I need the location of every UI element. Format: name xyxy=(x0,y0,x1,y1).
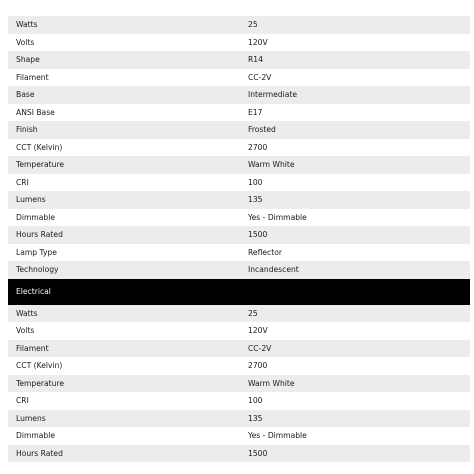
spec-row-lamp-type xyxy=(8,244,470,262)
spec-value: 1500 xyxy=(248,448,268,458)
spec-label: CRI xyxy=(16,396,29,406)
spec-label: Hours Rated xyxy=(16,230,63,240)
electrical-row-watts xyxy=(8,305,470,323)
spec-row-shape xyxy=(8,51,470,69)
spec-label: CCT (Kelvin) xyxy=(16,142,63,152)
spec-label: Lumens xyxy=(16,195,46,205)
spec-row-watts xyxy=(8,16,470,34)
electrical-row-cct xyxy=(8,357,470,375)
spec-value: Frosted xyxy=(248,125,276,135)
spec-row-lumens xyxy=(8,191,470,209)
spec-value: 25 xyxy=(248,20,258,30)
electrical-row-volts xyxy=(8,322,470,340)
electrical-row-filament xyxy=(8,340,470,358)
spec-row-dimmable xyxy=(8,209,470,227)
spec-label: Shape xyxy=(16,55,40,65)
spec-value: Warm White xyxy=(248,160,295,170)
spec-value: CC-2V xyxy=(248,343,272,353)
spec-value: Yes - Dimmable xyxy=(248,431,307,441)
electrical-row-hours-rated xyxy=(8,445,470,463)
spec-row-cri xyxy=(8,174,470,192)
spec-row-hours-rated xyxy=(8,226,470,244)
spec-row-temperature xyxy=(8,156,470,174)
spec-label: Temperature xyxy=(16,160,65,170)
spec-value: 100 xyxy=(248,396,263,406)
spec-label: Finish xyxy=(16,125,38,135)
spec-value: 135 xyxy=(248,195,263,205)
spec-label: Filament xyxy=(16,343,49,353)
spec-label: ANSI Base xyxy=(16,107,55,117)
spec-value: R14 xyxy=(248,55,263,65)
spec-value: 135 xyxy=(248,413,263,423)
spec-label: Base xyxy=(16,90,35,100)
spec-label: Lamp Type xyxy=(16,247,57,257)
spec-label: CCT (Kelvin) xyxy=(16,361,63,371)
electrical-row-temperature xyxy=(8,375,470,393)
spec-value: 2700 xyxy=(248,361,268,371)
spec-label: Volts xyxy=(16,37,35,47)
electrical-row-dimmable xyxy=(8,427,470,445)
spec-value: 100 xyxy=(248,177,263,187)
spec-table xyxy=(8,16,470,462)
spec-label: Watts xyxy=(16,20,38,30)
section-header-electrical: Electrical xyxy=(8,279,470,305)
spec-row-filament xyxy=(8,69,470,87)
spec-value: 1500 xyxy=(248,230,268,240)
spec-value: Intermediate xyxy=(248,90,297,100)
spec-row-volts xyxy=(8,34,470,52)
spec-label: Dimmable xyxy=(16,431,56,441)
spec-value: Reflector xyxy=(248,247,282,257)
electrical-row-cri xyxy=(8,392,470,410)
spec-label: Dimmable xyxy=(16,212,56,222)
spec-value: 120V xyxy=(248,326,268,336)
spec-row-finish xyxy=(8,121,470,139)
spec-value: 25 xyxy=(248,308,258,318)
spec-label: Filament xyxy=(16,72,49,82)
spec-row-ansi-base xyxy=(8,104,470,122)
spec-label: Volts xyxy=(16,326,35,336)
spec-value: Yes - Dimmable xyxy=(248,212,307,222)
spec-value: 120V xyxy=(248,37,268,47)
spec-row-cct xyxy=(8,139,470,157)
spec-value: Incandescent xyxy=(248,265,299,275)
spec-value: E17 xyxy=(248,107,263,117)
spec-label: Watts xyxy=(16,308,38,318)
spec-label: Hours Rated xyxy=(16,448,63,458)
spec-label: Lumens xyxy=(16,413,46,423)
spec-value: CC-2V xyxy=(248,72,272,82)
spec-label: Temperature xyxy=(16,378,65,388)
spec-label: Technology xyxy=(16,265,59,275)
spec-value: 2700 xyxy=(248,142,268,152)
spec-row-technology xyxy=(8,261,470,279)
spec-label: CRI xyxy=(16,177,29,187)
spec-value: Warm White xyxy=(248,378,295,388)
spec-row-base xyxy=(8,86,470,104)
electrical-row-lumens xyxy=(8,410,470,428)
